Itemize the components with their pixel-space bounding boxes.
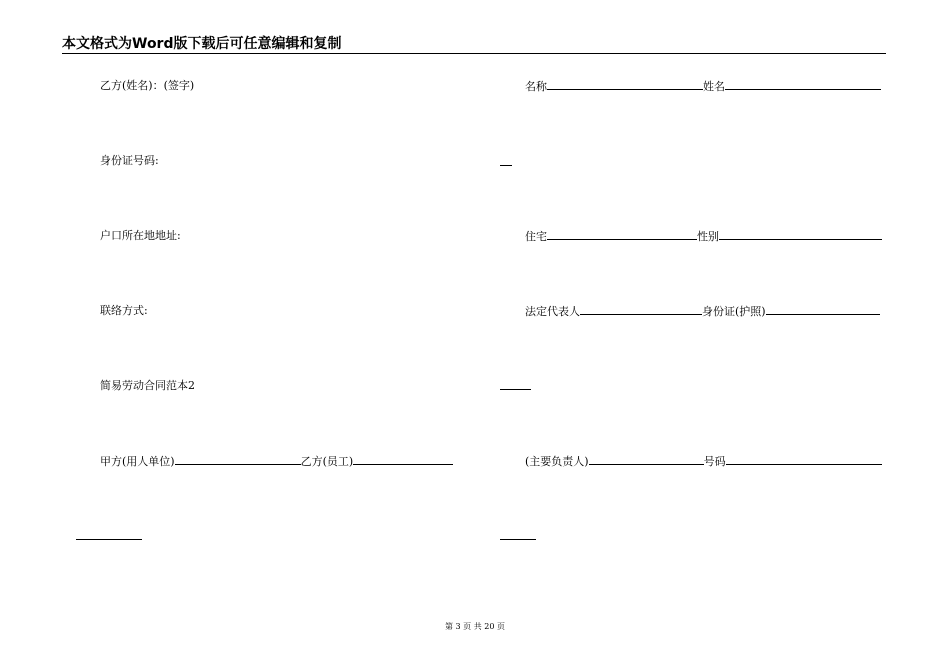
id-number-line bbox=[100, 154, 159, 168]
id-passport-blank bbox=[766, 304, 880, 315]
number-label: 号码 bbox=[703, 455, 726, 468]
header-title: 本文格式为Word版下载后可任意编辑和复制 bbox=[62, 36, 342, 52]
household-address-line bbox=[100, 229, 181, 243]
legal-rep-blank bbox=[580, 304, 702, 315]
page-number: 第 3 页 共 20 页 bbox=[445, 622, 505, 631]
contact-label: 联络方式: bbox=[100, 304, 148, 317]
residence-label: 住宅 bbox=[525, 230, 547, 243]
party-b-label: 乙方(员工) bbox=[300, 455, 354, 468]
right-trailing-rule bbox=[500, 539, 536, 540]
party-b-name-label: 乙方(姓名)：(签字) bbox=[100, 79, 195, 92]
legal-rep-line bbox=[525, 304, 880, 319]
party-b-name-line bbox=[100, 79, 194, 93]
party-a-label: 甲方(用人单位) bbox=[100, 455, 175, 468]
name-line bbox=[525, 79, 881, 94]
right-short-rule-2 bbox=[500, 389, 531, 390]
party-a-blank bbox=[175, 454, 301, 465]
party-a-line bbox=[100, 454, 453, 469]
household-address-label: 户口所在地地址: bbox=[100, 229, 181, 242]
principal-line bbox=[525, 454, 882, 469]
right-short-rule-1 bbox=[500, 165, 512, 166]
page-footer bbox=[0, 622, 950, 632]
sample-title-line bbox=[100, 379, 195, 393]
id-number-label: 身份证号码: bbox=[100, 154, 159, 167]
id-passport-label: 身份证(护照) bbox=[702, 305, 766, 318]
principal-blank bbox=[589, 454, 704, 465]
legal-rep-label: 法定代表人 bbox=[525, 305, 580, 318]
gender-label: 性别 bbox=[697, 230, 719, 243]
party-b-blank bbox=[353, 454, 453, 465]
page-header bbox=[62, 36, 886, 54]
residence-blank bbox=[547, 229, 697, 240]
contact-line bbox=[100, 304, 148, 318]
name-blank bbox=[547, 79, 703, 90]
residence-line bbox=[525, 229, 882, 244]
person-name-label: 姓名 bbox=[703, 80, 725, 93]
principal-label: (主要负责人) bbox=[525, 455, 589, 468]
number-blank bbox=[726, 454, 882, 465]
left-trailing-rule bbox=[76, 539, 142, 540]
sample-title: 简易劳动合同范本2 bbox=[100, 379, 195, 392]
person-name-blank bbox=[725, 79, 881, 90]
name-label: 名称 bbox=[525, 80, 547, 93]
gender-blank bbox=[719, 229, 882, 240]
